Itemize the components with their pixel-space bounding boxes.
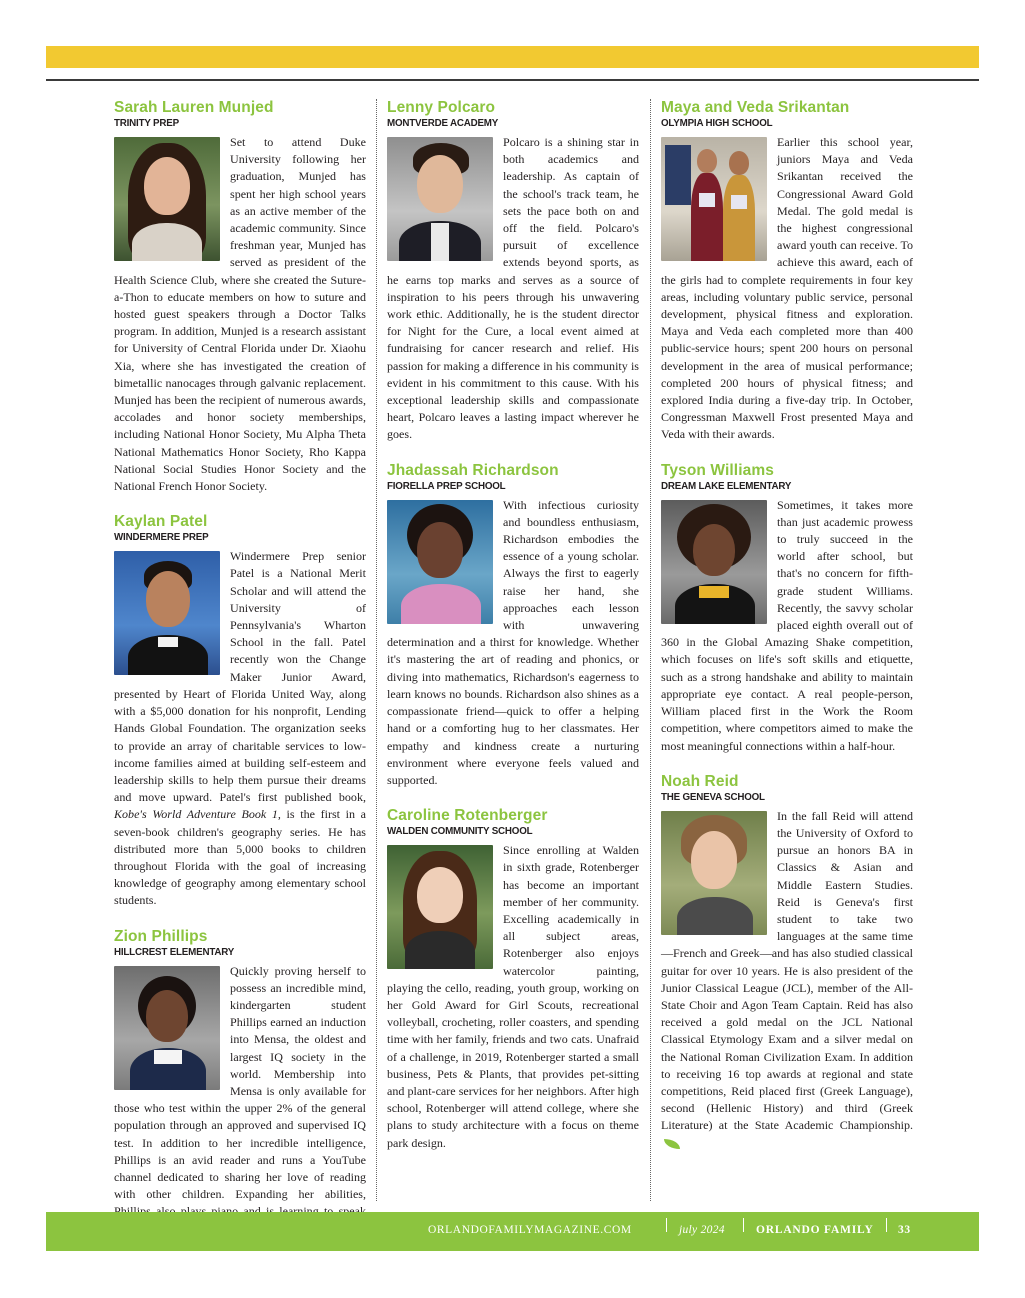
profile-school: WINDERMERE PREP xyxy=(114,532,209,544)
profile-name: Zion Phillips xyxy=(114,927,208,945)
portrait-photo xyxy=(661,811,767,935)
portrait-photo xyxy=(387,500,493,624)
column-divider xyxy=(376,99,377,1201)
profile-school: HILLCREST ELEMENTARY xyxy=(114,946,235,958)
award-photo xyxy=(661,137,767,261)
top-divider xyxy=(46,79,979,81)
profile-school: OLYMPIA HIGH SCHOOL xyxy=(661,118,773,129)
page-number: 33 xyxy=(898,1224,911,1236)
profile-body: Windermere Prep senior Patel is a National Merit Scholar and will attend the University of Pennsylvania's Wharton School in the fall. Patel recently won the Change Maker Junior Award, presented by Heart of Florida United Way, along with a $5,000 donation for his nonprofit, Lending Hands Global Foundation. The organization seeks to provide an array of charitable services to low-income families aimed at building self-esteem and leadership skills to help them pursue their dreams and move upward. Patel's first published book, Kobe's World Adventure Book 1, is the first in a seven-book children's geography series. He has distributed more than 5,000 books to children throughout Florida with the goal of increasing knowledge of geography among elementary school students. xyxy=(114,549,366,908)
profile-name: Noah Reid xyxy=(661,772,739,790)
footer-bar xyxy=(46,1212,979,1251)
top-accent-bar xyxy=(46,46,979,68)
portrait-photo xyxy=(661,500,767,624)
profile-school: THE GENEVA SCHOOL xyxy=(661,791,765,803)
profile-name: Tyson Williams xyxy=(661,461,774,479)
profile-body: Earlier this school year, juniors Maya and Veda Srikantan received the Congressional Award Gold Medal. The gold medal is the highest congressional award youth can receive. To achieve this award, each of the girls had to complete requirements in four key areas, including voluntary public service, personal development, physical fitness and exploration. Maya and Veda each completed more than 400 public-service hours; spent 200 hours on personal development in the area of musical performance; completed 200 hours of physical fitness; and explored India during a five-day trip. In October, Congressman Maxwell Frost presented Maya and Veda with their awards. xyxy=(661,135,913,442)
footer-website: ORLANDOFAMILYMAGAZINE.COM xyxy=(428,1224,632,1236)
profile-school: TRINITY PREP xyxy=(114,118,179,129)
footer-separator xyxy=(886,1218,887,1232)
profile-body: Sometimes, it takes more than just academic prowess to truly succeed in the world after school, but that's no concern for fifth-grade student Williams. Recently, the savvy scholar placed eighth overall out of 360 in the Global Amazing Shake competition, which focuses on life's soft skills and etiquette, such as a strong handshake and ability to maintain appropriate eye contact. A real people-person, William placed first in the Work the Room competition, where competitors aimed to make the most meaningful connections within a half-hour. xyxy=(661,497,913,753)
profile-school: WALDEN COMMUNITY SCHOOL xyxy=(387,826,533,838)
profile-name: Lenny Polcaro xyxy=(387,99,496,116)
footer-separator xyxy=(743,1218,744,1232)
profile-munjed xyxy=(114,99,366,495)
profile-phillips xyxy=(114,928,366,1238)
profile-name: Sarah Lauren Munjed xyxy=(114,99,274,116)
profile-name: Caroline Rotenberger xyxy=(387,807,548,825)
column-left xyxy=(114,99,366,1256)
portrait-photo xyxy=(114,137,220,261)
profile-srikantan xyxy=(661,99,913,444)
leaf-end-icon xyxy=(664,1139,680,1149)
column-middle xyxy=(387,99,639,1170)
profile-school: MONTVERDE ACADEMY xyxy=(387,118,499,129)
footer-issue-date: july 2024 xyxy=(679,1224,725,1236)
column-divider xyxy=(650,99,651,1201)
profile-school: FIORELLA PREP SCHOOL xyxy=(387,480,506,492)
profile-rotenberger xyxy=(387,807,639,1152)
profile-school: DREAM LAKE ELEMENTARY xyxy=(661,480,792,492)
profile-body: Polcaro is a shining star in both academics and leadership. As captain of the school's track team, he sets the pace both on and off the field. Polcaro's pursuit of excellence extends beyond sports, as he earns top marks and serves as a source of inspiration to his peers through his unwavering work ethic. Additionally, he is the student director for Night for the Cure, a local event aimed at fundraising for cancer research and relief. His passion for making a difference in his community is evident in his commitment to this cause. With his exceptional leadership skills and compassionate heart, Polcaro leaves a lasting impact wherever he goes. xyxy=(387,135,639,442)
profile-polcaro xyxy=(387,99,639,444)
profile-body: In the fall Reid will attend the University of Oxford to pursue an honors BA in Classics & Asian and Middle Eastern Studies. Reid is Geneva's first student to take two languages at the same time—French and Greek—and has also studied classical guitar for over 10 years. He is also president of the Junior Classical League (JCL), member of the All-State Choir and Agon Team Captain. Reid has also received a gold medal on the JCL National Classical Etymology Exam and a silver medal on the National Roman Civilization Exam. In addition to receiving 16 top awards at regional and state competitions, Reid placed first (Greek Language), second (Hellenic History) and third (Greek Literature) at the State Academic Championship. xyxy=(661,808,913,1152)
column-right xyxy=(661,99,913,1170)
profile-richardson xyxy=(387,462,639,789)
profile-williams xyxy=(661,462,913,755)
profile-reid xyxy=(661,773,913,1152)
portrait-photo xyxy=(114,551,220,675)
profile-body: Since enrolling at Walden in sixth grade, Rotenberger has become an important member of her community. Excelling academically in all subject areas, Rotenberger also enjoys watercolor painting, playing the cello, reading, youth group, working on her Gold Award for Girl Scouts, recreational volleyball, crocheting, roller coasters, and spending time with her family, friends and two cats. Unafraid of a challenge, in 2019, Rotenberger started a small business, Pets & Plants, that provides pet-sitting and plant-care services for her neighbors. After high school, Rotenberger will attend college, where she plans to study architecture with a focus on theme park design. xyxy=(387,843,639,1150)
profile-body: Set to attend Duke University following her graduation, Munjed has spent her high school years as an active member of the academic community. Since freshman year, Munjed has served as president of the Health Science Club, where she created the Suture-a-Thon to educate members on how to suture and hosted guest speakers through a Doctor Talks program. In addition, Munjed is a research assistant for University of Central Florida under Dr. Xiaohu Xia, where she has investigated the creation of bimetallic nanocages through galvanic replacement. Munjed has been the recipient of numerous awards, accolades and honor society memberships, including National Honor Society, Mu Alpha Theta National Mathematics Honor Society, Rho Kappa National Social Studies Honor Society and the National French Honor Society. xyxy=(114,135,366,494)
footer-separator xyxy=(666,1218,667,1232)
profile-body: With infectious curiosity and boundless enthusiasm, Richardson embodies the essence of a young scholar. Always the first to eagerly raise her hand, she approaches each lesson with unwavering determination and a thirst for knowledge. Whether it's mastering the art of reading and phonics, or diving into mathematics, Richardson's eagerness to learn knows no bounds. Richardson also shines as a compassionate friend—quick to offer a helping hand or a comforting hug to her classmates. Her empathy and kindness create a nurturing environment where everyone feels valued and supported. xyxy=(387,497,639,787)
portrait-photo xyxy=(387,845,493,969)
profile-name: Kaylan Patel xyxy=(114,513,208,531)
profile-name: Maya and Veda Srikantan xyxy=(661,99,850,116)
book-title: Kobe's World Adventure Book 1, xyxy=(114,807,281,822)
profile-patel xyxy=(114,513,366,909)
profile-name: Jhadassah Richardson xyxy=(387,461,559,479)
portrait-photo xyxy=(114,966,220,1090)
profile-body: Quickly proving herself to possess an incredible mind, kindergarten student Phillips earned an induction into Mensa, the oldest and largest IQ society in the world. Membership into Mensa is only available for those who test within the upper 2% of the general population through an approved and supervised IQ test. In addition to her incredible intelligence, Phillips is an avid reader and runs a YouTube channel dedicated to sharing her love of reading with other children. Expanding her abilities, xyxy=(114,963,366,1202)
footer-magazine-name: ORLANDO FAMILY xyxy=(756,1224,874,1236)
portrait-photo xyxy=(387,137,493,261)
